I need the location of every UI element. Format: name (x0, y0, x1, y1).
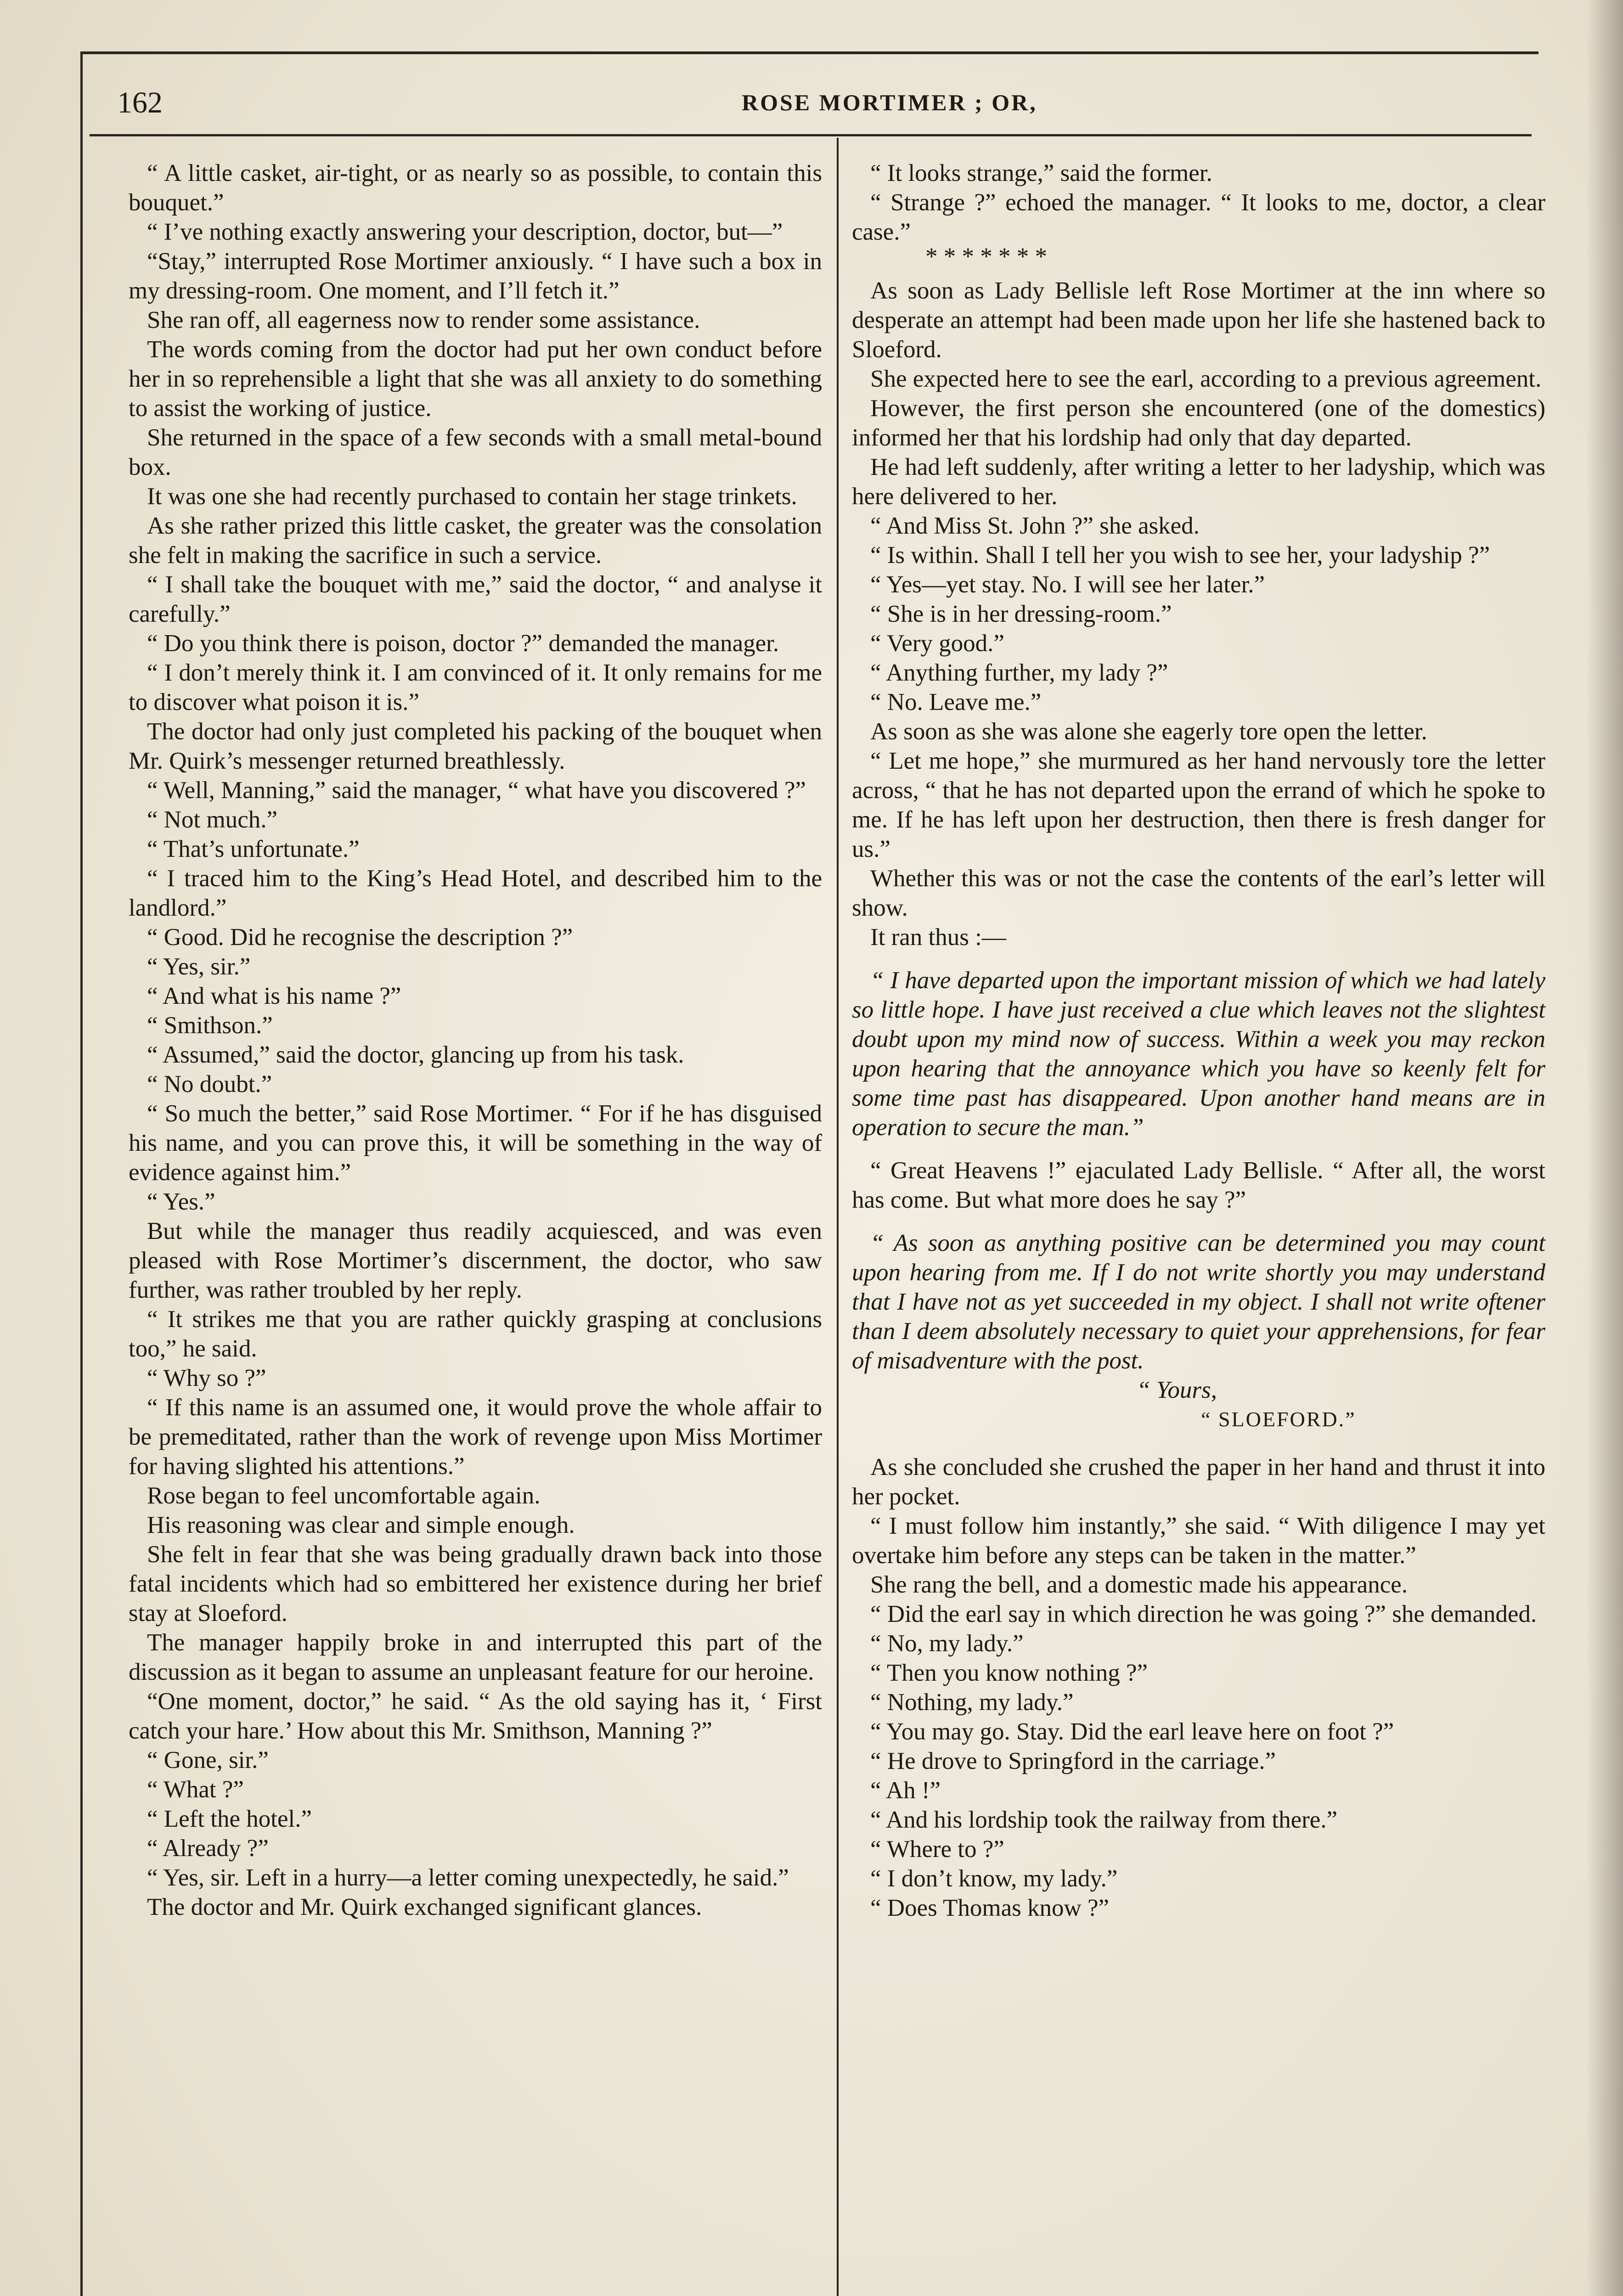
letter-signature: “ SLOEFORD.” (1201, 1407, 1356, 1431)
paragraph: “ She is in her dressing-room.” (870, 601, 1172, 627)
paragraph: The doctor had only just completed his packing of the bouquet when Mr. Quirk’s messenger returned breathlessly. (129, 718, 822, 774)
paragraph: “ Does Thomas know ?” (870, 1895, 1110, 1921)
paragraph: “ Ah !” (870, 1777, 941, 1804)
paragraph: “ That’s unfortunate.” (147, 836, 360, 862)
paragraph: “ Let me hope,” she murmured as her hand nervously tore the letter across, “ that he has not departed upon the errand of which he spoke to me. If he has left upon her destruction, then there is fresh danger for us.” (852, 748, 1545, 862)
header-rule (90, 134, 1532, 136)
paragraph: “ What ?” (147, 1776, 244, 1803)
paragraph: “ So much the better,” said Rose Mortimer. “ For if he has disguised his name, and you can prove this, it will be something in the way of evidence against him.” (129, 1100, 822, 1186)
left-column (129, 158, 822, 1922)
column-divider (837, 138, 839, 2296)
paragraph: His reasoning was clear and simple enough. (147, 1512, 575, 1538)
paragraph: “ I don’t merely think it. I am convinced of it. It only remains for me to discover what poison it is.” (129, 659, 822, 715)
paragraph: “ And what is his name ?” (147, 983, 401, 1009)
paragraph: “ Nothing, my lady.” (870, 1689, 1074, 1716)
paragraph: He had left suddenly, after writing a letter to her ladyship, which was here delivered to her. (852, 454, 1545, 510)
section-break-stars: * * * * * * * (925, 243, 1047, 270)
paragraph: “ He drove to Springford in the carriage.” (870, 1748, 1276, 1774)
paragraph: “ No doubt.” (147, 1071, 272, 1097)
paragraph: As soon as she was alone she eagerly tore open the letter. (870, 718, 1427, 745)
paragraph: It ran thus :— (870, 924, 1006, 951)
paragraph: As soon as Lady Bellisle left Rose Mortimer at the inn where so desperate an attempt had been made upon her life she hastened back to Sloeford. (852, 277, 1545, 363)
paragraph: “ Yes, sir.” (147, 953, 251, 980)
paragraph: “ I shall take the bouquet with me,” said the doctor, “ and analyse it carefully.” (129, 571, 822, 627)
paragraph: “ Did the earl say in which direction he was going ?” she demanded. (870, 1601, 1537, 1627)
paragraph: She expected here to see the earl, according to a previous agreement. (870, 366, 1542, 392)
paragraph: “One moment, doctor,” he said. “ As the old saying has it, ‘ First catch your hare.’ How about this Mr. Smithson, Manning ?” (129, 1688, 822, 1744)
paragraph: She felt in fear that she was being gradually drawn back into those fatal incidents which had so embittered her existence during her brief stay at Sloeford. (129, 1541, 822, 1626)
paragraph: “ No. Leave me.” (870, 689, 1042, 715)
paragraph: “ It looks strange,” said the former. (870, 160, 1212, 186)
paragraph: “ Gone, sir.” (147, 1747, 269, 1773)
letter-excerpt-2: “ As soon as anything positive can be determined you may count upon hearing from me. If I do not write shortly you may understand that I have not as yet succeeded in my object. I shall not write oftener than I deem absolutely necessary to quiet your apprehensions, for fear of misadventure with the post. (852, 1230, 1545, 1374)
paragraph: “ It strikes me that you are rather quickly grasping at conclusions too,” he said. (129, 1306, 822, 1362)
paragraph: The words coming from the doctor had put her own conduct before her in so reprehensible a light that she was all anxiety to do something to assist the working of justice. (129, 336, 822, 422)
paragraph: As she concluded she crushed the paper in her hand and thrust it into her pocket. (852, 1454, 1545, 1510)
paragraph: She returned in the space of a few seconds with a small metal-bound box. (129, 424, 822, 480)
paragraph: “ Yes—yet stay. No. I will see her later.” (870, 571, 1265, 598)
right-part-2 (852, 276, 1545, 952)
paragraph: “ Is within. Shall I tell her you wish to see her, your ladyship ?” (870, 542, 1490, 568)
paragraph: “ Yes.” (147, 1188, 215, 1215)
paragraph: Whether this was or not the case the contents of the earl’s letter will show. (852, 865, 1545, 921)
paragraph: “ Then you know nothing ?” (870, 1660, 1148, 1686)
paragraph: “ And his lordship took the railway from there.” (870, 1806, 1338, 1833)
paragraph: “ Well, Manning,” said the manager, “ what have you discovered ?” (147, 777, 806, 804)
paragraph: She ran off, all eagerness now to render some assistance. (147, 307, 700, 333)
paragraph: “ And Miss St. John ?” she asked. (870, 512, 1200, 539)
paragraph: “ Do you think there is poison, doctor ?” demanded the manager. (147, 630, 779, 657)
paragraph: But while the manager thus readily acquiesced, and was even pleased with Rose Mortimer’s discernment, the doctor, who saw further, was rather troubled by her reply. (129, 1218, 822, 1303)
paragraph: The manager happily broke in and interrupted this part of the discussion as it began to assume an unpleasant feature for our heroine. (129, 1629, 822, 1685)
paragraph: “ Not much.” (147, 806, 278, 833)
paragraph: “ I’ve nothing exactly answering your description, doctor, but—” (147, 219, 783, 245)
paragraph: “ Strange ?” echoed the manager. “ It looks to me, doctor, a clear case.” (852, 189, 1545, 245)
paragraph: “ Smithson.” (147, 1012, 273, 1039)
right-column (852, 158, 1545, 1923)
right-part-1 (852, 158, 1545, 247)
letter-excerpt-1: “ I have departed upon the important mission of which we had lately so little hope. I have just received a clue which leaves not the slightest doubt upon my mind now of success. Within a week you may reckon upon hearing that the annoyance which you have so keenly felt for some time past has disappeared. Upon another hand means are in operation to secure the man.” (852, 967, 1545, 1141)
paragraph: “ Great Heavens !” ejaculated Lady Bellisle. “ After all, the worst has come. But what more does he say ?” (852, 1157, 1545, 1213)
paragraph: “ Why so ?” (147, 1365, 266, 1391)
paragraph: “ Where to ?” (870, 1836, 1004, 1863)
paragraph: “ Good. Did he recognise the description ?” (147, 924, 573, 951)
paragraph: “ Already ?” (147, 1835, 269, 1862)
paragraph: “ I must follow him instantly,” she said. “ With diligence I may yet overtake him before any steps can be taken in the matter.” (852, 1513, 1545, 1569)
paragraph: “ Anything further, my lady ?” (870, 659, 1168, 686)
paragraph: “Stay,” interrupted Rose Mortimer anxiously. “ I have such a box in my dressing-room. One moment, and I’ll fetch it.” (129, 248, 822, 304)
paragraph: Rose began to feel uncomfortable again. (147, 1482, 541, 1509)
paragraph: “ Yes, sir. Left in a hurry—a letter coming unexpectedly, he said.” (147, 1864, 789, 1891)
paragraph: The doctor and Mr. Quirk exchanged significant glances. (147, 1894, 702, 1920)
paragraph: “ I don’t know, my lady.” (870, 1865, 1118, 1892)
left-border-rule (80, 51, 83, 2296)
paragraph: “ Very good.” (870, 630, 1004, 657)
right-part-4 (852, 1452, 1545, 1923)
right-part-3 (852, 1156, 1545, 1215)
paragraph: “ I traced him to the King’s Head Hotel, and described him to the landlord.” (129, 865, 822, 921)
top-border-rule (80, 51, 1538, 54)
paragraph: “ You may go. Stay. Did the earl leave here on foot ?” (870, 1718, 1394, 1745)
paragraph: “ Left the hotel.” (147, 1806, 312, 1832)
paragraph: “ No, my lady.” (870, 1630, 1024, 1657)
binding-shadow (1586, 0, 1623, 2296)
running-title: ROSE MORTIMER ; OR, (742, 90, 1037, 115)
paragraph: “ Assumed,” said the doctor, glancing up from his task. (147, 1041, 684, 1068)
paragraph: “ If this name is an assumed one, it would prove the whole affair to be premeditated, rather than the work of revenge upon Miss Mortimer for having slighted his attentions.” (129, 1394, 822, 1480)
paragraph: However, the first person she encountered (one of the domestics) informed her that his lordship had only that day departed. (852, 395, 1545, 451)
paragraph: As she rather prized this little casket, the greater was the consolation she felt in making the sacrifice in such a service. (129, 512, 822, 568)
paragraph: It was one she had recently purchased to contain her stage trinkets. (147, 483, 797, 510)
paragraph: She rang the bell, and a domestic made his appearance. (870, 1571, 1408, 1598)
page-number: 162 (117, 86, 163, 119)
letter-closing: “ Yours, (1137, 1377, 1217, 1403)
paragraph: “ A little casket, air-tight, or as nearly so as possible, to contain this bouquet.” (129, 160, 822, 216)
page-header (90, 69, 1522, 133)
